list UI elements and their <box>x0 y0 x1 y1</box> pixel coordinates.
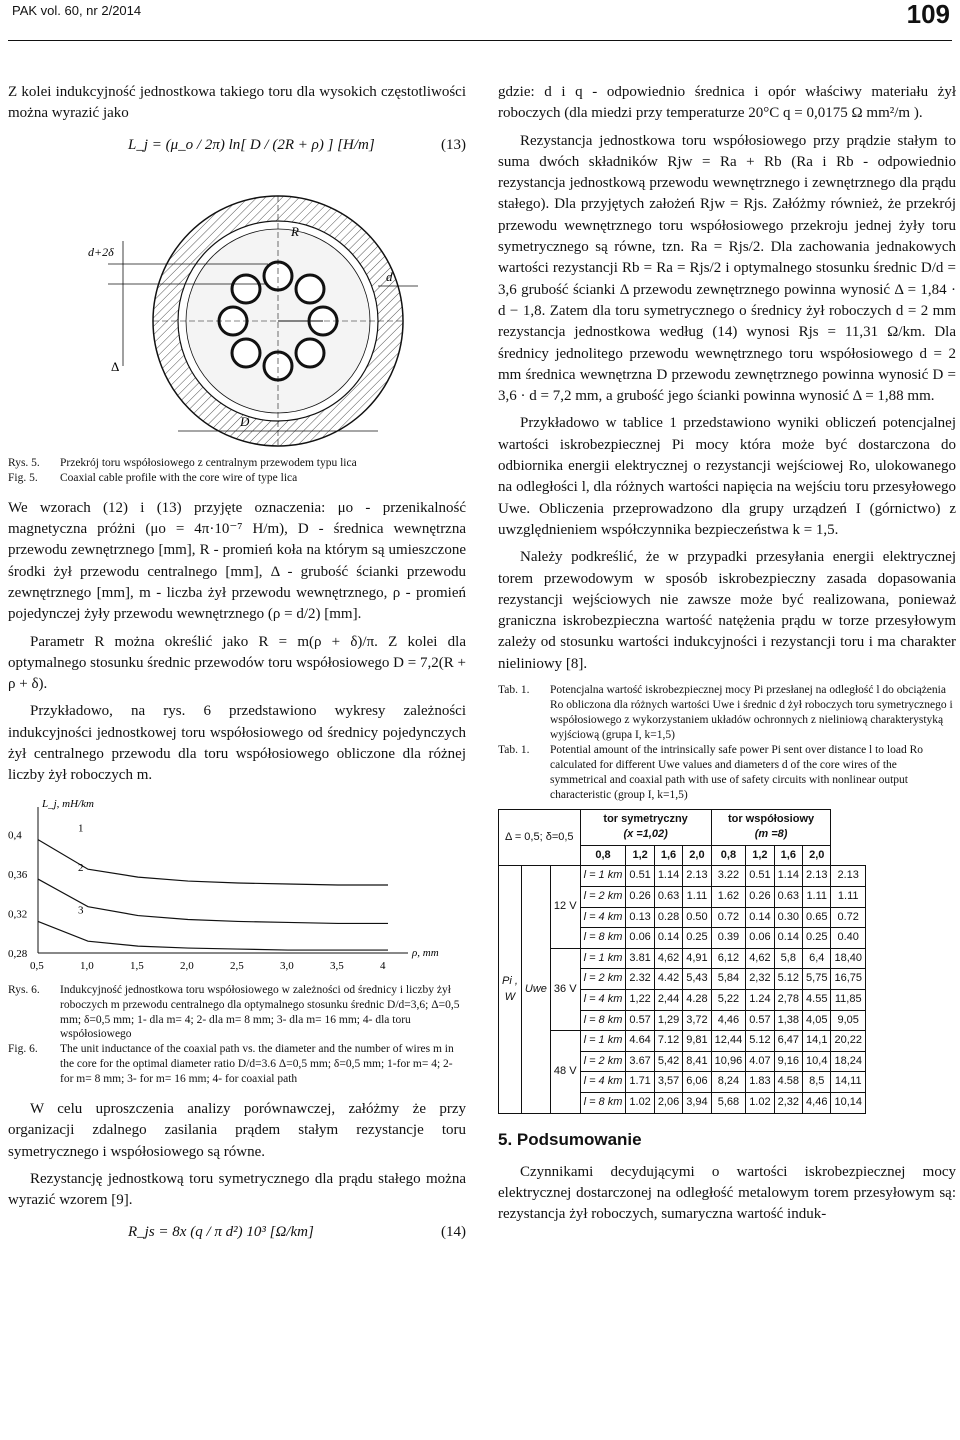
y-tick-label: 0,36 <box>8 868 28 881</box>
value-cell: 2,32 <box>774 1093 802 1114</box>
value-cell: 18,24 <box>831 1051 866 1072</box>
paragraph-parameter-R: Parametr R można określić jako R = m(ρ + δ)/π. Z kolei dla optymalnego stosunku średnic przewodów toru współosiowego D = 7,2(R + ρ + δ). <box>8 633 466 693</box>
value-cell: 4,05 <box>803 1010 831 1031</box>
core-wire-2 <box>296 275 324 303</box>
left-column <box>8 82 466 1253</box>
value-cell: 2,06 <box>654 1093 682 1114</box>
distance-cell: l = 4 km <box>580 990 626 1011</box>
x-tick-label: 2,5 <box>230 959 244 972</box>
series-label: 1 <box>78 822 84 835</box>
voltage-cell: 12 V <box>550 866 580 948</box>
value-cell: 2.13 <box>831 866 866 887</box>
value-cell: 3,94 <box>683 1093 711 1114</box>
value-cell: 0.57 <box>626 1010 654 1031</box>
value-cell: 4,46 <box>803 1093 831 1114</box>
paragraph-coax-resistance: Rezystancja jednostkowa toru współosiowego przy prądzie stałym to suma dwóch składników Rjw = Ra + Rb (Ra i Rb - odpowiednio rezystancja jednostkową przewodu wewnętrznego i zewnętrznego dla prądu stałego). Dla przyjętych założeń Rjw = Rjs. Załóżmy również, że przekrój przewodu wewnętrznego toru współosiowego przekroju jednej żyły toru symetrycznego są równe, tzn. Ra = Rjs/2. Dla zachowania jednakowych wartości rezystancji Rb = Ra = Rjs/2 i optymalnego stosunku średnic D/d = 3,6 grubość ścianki Δ przewodu zewnętrznego powinna wynosić Δ = 1,84 · d − 1,8. Zatem dla toru symetrycznego o średnicy żył roboczych d = 2 mm rezystancja jednostkowa według (14) wynosi Rjs = 11,31 Ω/km. Dla średnicy jednolitego przewodu wewnętrznego toru współosiowego d = 2 mm średnica wewnętrzna D przewodu zewnętrznego powinna wynosić D = 3,6 · d = 7,2 mm, a grubość jego ścianki powinna wynosić Δ = 1,88 mm. <box>498 132 956 405</box>
equation-13-body: L_j = (μ_o / 2π) ln[ D / (2R + ρ) ] [H/m] <box>128 136 375 153</box>
table-row <box>499 948 866 969</box>
d-header: 0,8 <box>580 845 626 866</box>
distance-cell: l = 4 km <box>580 907 626 928</box>
core-wire-8 <box>232 275 260 303</box>
equation-14-number: (14) <box>441 1223 466 1240</box>
value-cell: 20,22 <box>831 1031 866 1052</box>
value-cell: 4.42 <box>654 969 682 990</box>
value-cell: 8,41 <box>683 1051 711 1072</box>
value-cell: 1.24 <box>746 990 774 1011</box>
value-cell: 0.51 <box>626 866 654 887</box>
paragraph-figure-6-ref: Przykładowo, na rys. 6 przedstawiono wykresy zależności indukcyjności jednostkowej toru współosiowego od średnicy pojedynczych żył centralnego przewodu dla toru współosiowego obliczone dla różnej liczby żył roboczych m. <box>8 703 466 784</box>
value-cell: 3.67 <box>626 1051 654 1072</box>
value-cell: 0.57 <box>746 1010 774 1031</box>
core-wire-6 <box>232 339 260 367</box>
value-cell: 4,62 <box>654 948 682 969</box>
value-cell: 6,06 <box>683 1072 711 1093</box>
value-cell: 0.14 <box>746 907 774 928</box>
series-line-1 <box>38 839 388 884</box>
value-cell: 3,57 <box>654 1072 682 1093</box>
value-cell: 3.81 <box>626 948 654 969</box>
series-line-2 <box>38 879 388 923</box>
value-cell: 5,22 <box>711 990 746 1011</box>
figure-5-cross-section <box>8 166 466 456</box>
value-cell: 0.25 <box>803 928 831 949</box>
paragraph-matching: Należy podkreślić, że w przypadki przesyłania energii elektrycznej torem przewodowym w sposób iskrobezpieczny zasada dopasowania rezystancji wejściowych nie zawsze może być realizowana, ponieważ graniczna iskrobezpieczna wartość natężenia prądu w torze przesyłowym zależy od stosunku wartości indukcyjności i rezystancji toru i ma charakter nieliniowy [8]. <box>498 549 956 672</box>
value-cell: 11,85 <box>831 990 866 1011</box>
value-cell: 4.07 <box>746 1051 774 1072</box>
d-header: 2,0 <box>683 845 711 866</box>
core-wire-5 <box>264 352 292 380</box>
x-tick-label: 4 <box>380 959 386 972</box>
table-row <box>499 866 866 887</box>
right-column <box>498 82 956 1232</box>
value-cell: 18,40 <box>831 948 866 969</box>
value-cell: 9,81 <box>683 1031 711 1052</box>
series-line-3 <box>38 921 388 950</box>
value-cell: 14,11 <box>831 1072 866 1093</box>
label-delta: Δ <box>111 358 120 374</box>
figure-6-caption-pl: Rys. 6. Indukcyjność jednostkowa toru współosiowego w zależności od średnicy i liczby żył roboczych m przewodu centralnego dla optymalnego stosunku średnic D/d=3,6; Δ=0,5 mm; δ=0,5 mm; 1- dla m= 4; 2- dla m= 8 mm; 3- dla m= 16 mm; 4- dla toru współosiowego <box>8 983 460 1041</box>
value-cell: 4.55 <box>803 990 831 1011</box>
value-cell: 0.72 <box>711 907 746 928</box>
value-cell: 5,42 <box>654 1051 682 1072</box>
pi-label: Pi , W <box>499 866 522 1113</box>
value-cell: 14,1 <box>803 1031 831 1052</box>
core-wire-7 <box>219 307 247 335</box>
value-cell: 0.30 <box>774 907 802 928</box>
value-cell: 0.26 <box>746 886 774 907</box>
value-cell: 1.14 <box>774 866 802 887</box>
value-cell: 2.32 <box>626 969 654 990</box>
value-cell: 1.11 <box>683 886 711 907</box>
value-cell: 5,75 <box>803 969 831 990</box>
header-coaxial: tor współosiowy (m =8) <box>711 809 831 845</box>
paragraph-definitions: We wzorach (12) i (13) przyjęte oznaczenia: μo - przenikalność magnetyczna próżni (μo = 4π·10⁻⁷ H/m), D - średnica wewnętrzna przewodu zewnętrznego [mm], R - promień koła na którym są umieszczone środki żył przewodu centralnego [mm], Δ - grubość ścianki przewodu zewnętrznego [mm], m - liczba żył przewodu wewnętrznego, ρ - promień pojedynczej żyły przewodu wewnętrznego (ρ = d/2) [mm]. <box>8 499 466 623</box>
paragraph-simplification: W celu uproszczenia analizy porównawczej, załóżmy że przy organizacji zdalnego zasilania prądem stałym rezystancje toru symetrycznego i współosiowego są równe. <box>8 1101 466 1160</box>
value-cell: 0.25 <box>683 928 711 949</box>
value-cell: 8,5 <box>803 1072 831 1093</box>
table-corner: Δ = 0,5; δ=0,5 <box>499 809 581 866</box>
value-cell: 1.62 <box>711 886 746 907</box>
series-label: 3 <box>78 904 84 917</box>
distance-cell: l = 1 km <box>580 866 626 887</box>
value-cell: 0.14 <box>774 928 802 949</box>
value-cell: 10,4 <box>803 1051 831 1072</box>
paragraph-where: gdzie: d i q - odpowiednio średnica i opór właściwy materiału żył roboczych (dla miedzi przy temperaturze 20°C q = 0,0175 Ω mm²/m ). <box>498 84 956 122</box>
value-cell: 5,68 <box>711 1093 746 1114</box>
x-tick-label: 2,0 <box>180 959 194 972</box>
core-wire-1 <box>264 262 292 290</box>
value-cell: 0.40 <box>831 928 866 949</box>
distance-cell: l = 8 km <box>580 928 626 949</box>
value-cell: 5,84 <box>711 969 746 990</box>
paragraph-summary: Czynnikami decydującymi o wartości iskrobezpiecznej mocy elektrycznej dostarczonej na odległość metalowym torem przesyłowym są: rezystancja żył roboczych, sumaryczna wartość induk- <box>498 1163 956 1223</box>
value-cell: 1.02 <box>746 1093 774 1114</box>
distance-cell: l = 1 km <box>580 1031 626 1052</box>
label-D: D <box>240 413 250 429</box>
value-cell: 2,32 <box>746 969 774 990</box>
value-cell: 0.06 <box>746 928 774 949</box>
d-header: 1,6 <box>774 845 802 866</box>
core-wire-4 <box>296 339 324 367</box>
x-tick-label: 1,5 <box>130 959 144 972</box>
uwe-label: Uwe <box>521 866 550 1113</box>
value-cell: 2,78 <box>774 990 802 1011</box>
value-cell: 1.02 <box>626 1093 654 1114</box>
y-tick-label: 0,4 <box>8 829 22 842</box>
paragraph-table-ref: Przykładowo w tablice 1 przedstawiono wyniki obliczeń potencjalnej wartości iskrobezpiecznej Pi mocy która może być dostarczona do odbiornika energii elektrycznej o rezystancji wejściowej Ro, ulokowanego na odległości l, dla różnych wartości napięcia na wejściu toru przesyłowego Uwe. Obliczenia przeprowadzono dla grupy urządzeń I (górnictwo) z uwzględnieniem współczynnika bezpieczeństwa k = 1,5. <box>498 415 956 538</box>
value-cell: 3,72 <box>683 1010 711 1031</box>
distance-cell: l = 8 km <box>580 1010 626 1031</box>
equation-14-body: R_js = 8x (q / π d²) 10³ [Ω/km] <box>128 1223 314 1240</box>
value-cell: 7.12 <box>654 1031 682 1052</box>
table-1-caption-pl: Tab. 1. Potencjalna wartość iskrobezpiecznej mocy Pi przesłanej na odległość l do obciążenia Ro obliczona dla różnych wartości Uwe i średnic d żył roboczych toru symetrycznego i współosiowego z wykorzystaniem układów ochronnych z nieliniową charakterystyką wyjściową (grupa I, k=1,5) <box>498 684 953 741</box>
value-cell: 5.12 <box>746 1031 774 1052</box>
d-header: 1,2 <box>746 845 774 866</box>
value-cell: 4.64 <box>626 1031 654 1052</box>
label-d-plus-2delta: d+2δ <box>88 244 114 259</box>
value-cell: 0.26 <box>626 886 654 907</box>
value-cell: 10,96 <box>711 1051 746 1072</box>
value-cell: 1,29 <box>654 1010 682 1031</box>
journal-title: PAK vol. 60, nr 2/2014 <box>12 3 142 18</box>
intro-paragraph: Z kolei indukcyjność jednostkowa takiego toru dla wysokich częstotliwości można wyrazić jako <box>8 84 466 122</box>
equation-14 <box>8 1222 466 1243</box>
value-cell: 0.13 <box>626 907 654 928</box>
d-header: 2,0 <box>803 845 831 866</box>
x-tick-label: 0,5 <box>30 959 44 972</box>
distance-cell: l = 2 km <box>580 969 626 990</box>
value-cell: 5.12 <box>774 969 802 990</box>
value-cell: 0.51 <box>746 866 774 887</box>
label-R: R <box>291 223 299 239</box>
value-cell: 9,05 <box>831 1010 866 1031</box>
value-cell: 0.06 <box>626 928 654 949</box>
value-cell: 16,75 <box>831 969 866 990</box>
value-cell: 1,38 <box>774 1010 802 1031</box>
paragraph-resistance-formula: Rezystancję jednostkową toru symetrycznego dla prądu stałego można wyrazić wzorem [9]. <box>8 1171 466 1209</box>
value-cell: 0.63 <box>774 886 802 907</box>
value-cell: 0.28 <box>654 907 682 928</box>
value-cell: 0.14 <box>654 928 682 949</box>
value-cell: 10,14 <box>831 1093 866 1114</box>
header-symmetric: tor symetryczny (x =1,02) <box>580 809 711 845</box>
table-1-caption-en: Tab. 1. Potential amount of the intrinsically safe power Pi sent over distance l to load Ro calculated for different Uwe values and diameters d of the core wires of the symmetrical and coaxial path with use of safety circuits with nonlinear output characteristic (group I, k=1,5) <box>498 743 924 801</box>
value-cell: 9,16 <box>774 1051 802 1072</box>
value-cell: 1.11 <box>831 886 866 907</box>
page-header <box>8 0 952 41</box>
distance-cell: l = 8 km <box>580 1093 626 1114</box>
value-cell: 8,24 <box>711 1072 746 1093</box>
section-heading: 5. Podsumowanie <box>498 1129 642 1149</box>
x-axis-label: ρ, mm <box>412 946 439 959</box>
value-cell: 0.50 <box>683 907 711 928</box>
value-cell: 4,46 <box>711 1010 746 1031</box>
value-cell: 4,62 <box>746 948 774 969</box>
value-cell: 5,43 <box>683 969 711 990</box>
x-tick-label: 1,0 <box>80 959 94 972</box>
value-cell: 6,4 <box>803 948 831 969</box>
x-tick-label: 3,5 <box>330 959 344 972</box>
value-cell: 1,22 <box>626 990 654 1011</box>
value-cell: 0.65 <box>803 907 831 928</box>
distance-cell: l = 2 km <box>580 1051 626 1072</box>
distance-cell: l = 1 km <box>580 948 626 969</box>
distance-cell: l = 2 km <box>580 886 626 907</box>
value-cell: 2,44 <box>654 990 682 1011</box>
table-1 <box>498 809 866 1114</box>
value-cell: 0.72 <box>831 907 866 928</box>
equation-13-number: (13) <box>441 136 466 153</box>
d-header: 1,6 <box>654 845 682 866</box>
value-cell: 12,44 <box>711 1031 746 1052</box>
figure-5-caption-pl: Rys. 5. Przekrój toru współosiowego z centralnym przewodem typu lica <box>8 456 357 469</box>
value-cell: 1.14 <box>654 866 682 887</box>
value-cell: 5,8 <box>774 948 802 969</box>
distance-cell: l = 4 km <box>580 1072 626 1093</box>
d-header: 0,8 <box>711 845 746 866</box>
figure-6-caption-en: Fig. 6. The unit inductance of the coaxial path vs. the diameter and the number of wires m in the core for the optimal diameter ratio D/d=3.6 Δ=0,5 mm; δ=0,5 mm; 1-for m= 4; 2- for m= 8 mm; 3- for m= 16 mm; 4- for coaxial path <box>8 1043 454 1086</box>
value-cell: 4.58 <box>774 1072 802 1093</box>
series-label: 2 <box>78 861 84 874</box>
value-cell: 1.71 <box>626 1072 654 1093</box>
value-cell: 6,12 <box>711 948 746 969</box>
value-cell: 4,91 <box>683 948 711 969</box>
value-cell: 1.11 <box>803 886 831 907</box>
value-cell: 2.13 <box>803 866 831 887</box>
d-header: 1,2 <box>626 845 654 866</box>
label-d: d <box>386 268 393 284</box>
y-tick-label: 0,28 <box>8 947 28 960</box>
value-cell: 1.83 <box>746 1072 774 1093</box>
value-cell: 0.63 <box>654 886 682 907</box>
figure-5-caption-en: Fig. 5. Coaxial cable profile with the core wire of type lica <box>8 471 298 484</box>
x-tick-label: 3,0 <box>280 959 294 972</box>
value-cell: 0.39 <box>711 928 746 949</box>
value-cell: 4.28 <box>683 990 711 1011</box>
table-row <box>499 1031 866 1052</box>
value-cell: 3.22 <box>711 866 746 887</box>
voltage-cell: 48 V <box>550 1031 580 1113</box>
value-cell: 2.13 <box>683 866 711 887</box>
figure-6-chart <box>8 793 466 983</box>
voltage-cell: 36 V <box>550 948 580 1030</box>
value-cell: 6,47 <box>774 1031 802 1052</box>
page-number: 109 <box>906 0 950 29</box>
equation-13 <box>8 135 466 156</box>
y-axis-label: L_j, mH/km <box>42 797 94 810</box>
y-tick-label: 0,32 <box>8 908 28 921</box>
